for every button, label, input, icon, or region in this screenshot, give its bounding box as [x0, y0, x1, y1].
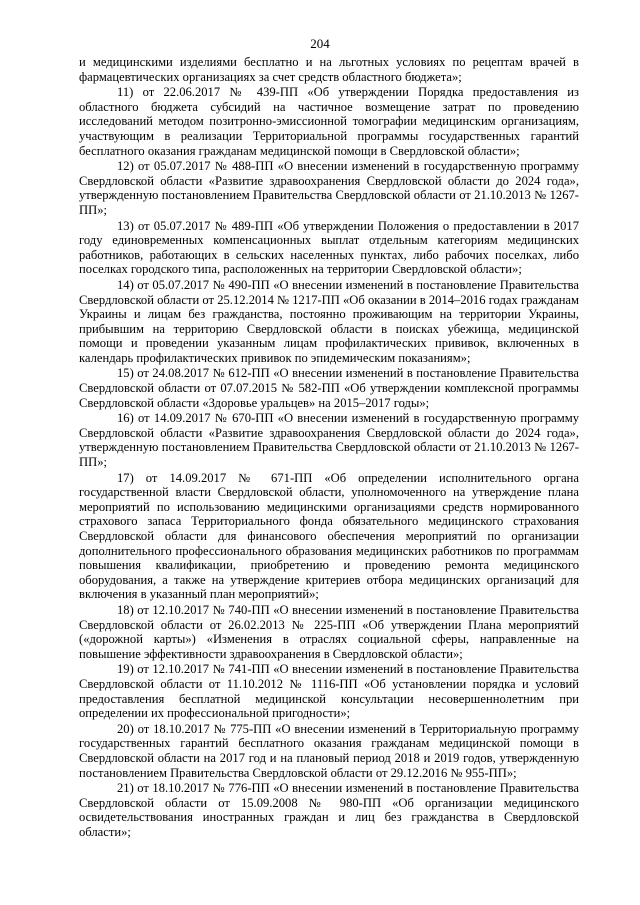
- list-item-16: 16) от 14.09.2017 № 670-ПП «О внесении изменений в государственную программу Свердловской области «Развитие здравоохранения Свердловской области до 2024 года», утвержденную постановлением Правительства Свердловской области от 21.10.2013 № 1267-ПП»;: [79, 411, 579, 470]
- list-item-18: 18) от 12.10.2017 № 740-ПП «О внесении изменений в постановление Правительства Свердловской области от 26.02.2013 № 225-ПП «Об утверждении Плана мероприятий («дорожной карты») «Изменения в отраслях социальной сферы, направленные на повышение эффективности здравоохранения в Свердловской области»;: [79, 602, 579, 661]
- list-item-14: 14) от 05.07.2017 № 490-ПП «О внесении изменений в постановление Правительства Свердловской области от 25.12.2014 № 1217-ПП «Об оказании в 2014–2016 годах гражданам Украины и лицам без гражданства, постоянно проживающим на территории Украины, прибывшим на территорию Свердловской области в поисках убежища, медицинской помощи и проведении указанным лицам профилактических прививок, включенных в календарь профилактических прививок по эпидемическим показаниям»;: [79, 277, 579, 365]
- list-item-19: 19) от 12.10.2017 № 741-ПП «О внесении изменений в постановление Правительства Свердловской области от 11.10.2012 № 1116-ПП «Об установлении порядка и условий предоставления бесплатной медицинской консультации несовершеннолетним при определении их профессиональной пригодности»;: [79, 662, 579, 721]
- list-item-21: 21) от 18.10.2017 № 776-ПП «О внесении изменений в постановление Правительства Свердловской области от 15.09.2008 № 980-ПП «Об организации медицинского освидетельствования иностранных граждан и лиц без гражданства в Свердловской области»;: [79, 781, 579, 839]
- list-item-17: 17) от 14.09.2017 № 671-ПП «Об определении исполнительного органа государственной власти Свердловской области, уполномоченного на утверждение плана мероприятий по использованию медицинскими организациями средств нормированного страхового запаса Территориального фонда обязательного медицинского страхования Свердловской области для финансового обеспечения мероприятий по организации дополнительного профессионального образования медицинских работников по программам повышения квалификации, приобретению и проведению ремонта медицинского оборудования, а также на утверждение критериев отбора медицинских организаций для включения в указанный план мероприятий»;: [79, 470, 579, 602]
- list-item-20: 20) от 18.10.2017 № 775-ПП «О внесении изменений в Территориальную программу государственных гарантий бесплатного оказания гражданам медицинской помощи в Свердловской области на 2017 год и на плановый период 2018 и 2019 годов, утвержденную постановлением Правительства Свердловской области от 29.12.2016 № 955-ПП»;: [79, 721, 579, 780]
- paragraph-continuation: и медицинскими изделиями бесплатно и на льготных условиях по рецептам врачей в фармацевтических организациях за счет средств областного бюджета»;: [79, 55, 579, 84]
- document-body: [79, 55, 579, 840]
- page-number: 204: [310, 36, 330, 51]
- list-item-13: 13) от 05.07.2017 № 489-ПП «Об утверждении Положения о предоставлении в 2017 году единовременных компенсационных выплат отдельным категориям медицинских работников, работающих в сельских населенных пунктах, либо рабочих поселках, либо поселках городского типа, расположенных на территории Свердловской области»;: [79, 218, 579, 277]
- list-item-15: 15) от 24.08.2017 № 612-ПП «О внесении изменений в постановление Правительства Свердловской области от 07.07.2015 № 582-ПП «Об утверждении комплексной программы Свердловской области «Здоровье уральцев» на 2015–2017 годы»;: [79, 366, 579, 410]
- list-item-12: 12) от 05.07.2017 № 488-ПП «О внесении изменений в государственную программу Свердловской области «Развитие здравоохранения Свердловской области до 2024 года», утвержденную постановлением Правительства Свердловской области от 21.10.2013 № 1267-ПП»;: [79, 159, 579, 217]
- list-item-11: 11) от 22.06.2017 № 439-ПП «Об утверждении Порядка предоставления из областного бюджета субсидий на частичное возмещение затрат по проведению исследований методом позитронно-эмиссионной томографии медицинским организациям, участвующим в реализации Территориальной программы государственных гарантий бесплатного оказания гражданам медицинской помощи в Свердловской области»;: [79, 85, 579, 158]
